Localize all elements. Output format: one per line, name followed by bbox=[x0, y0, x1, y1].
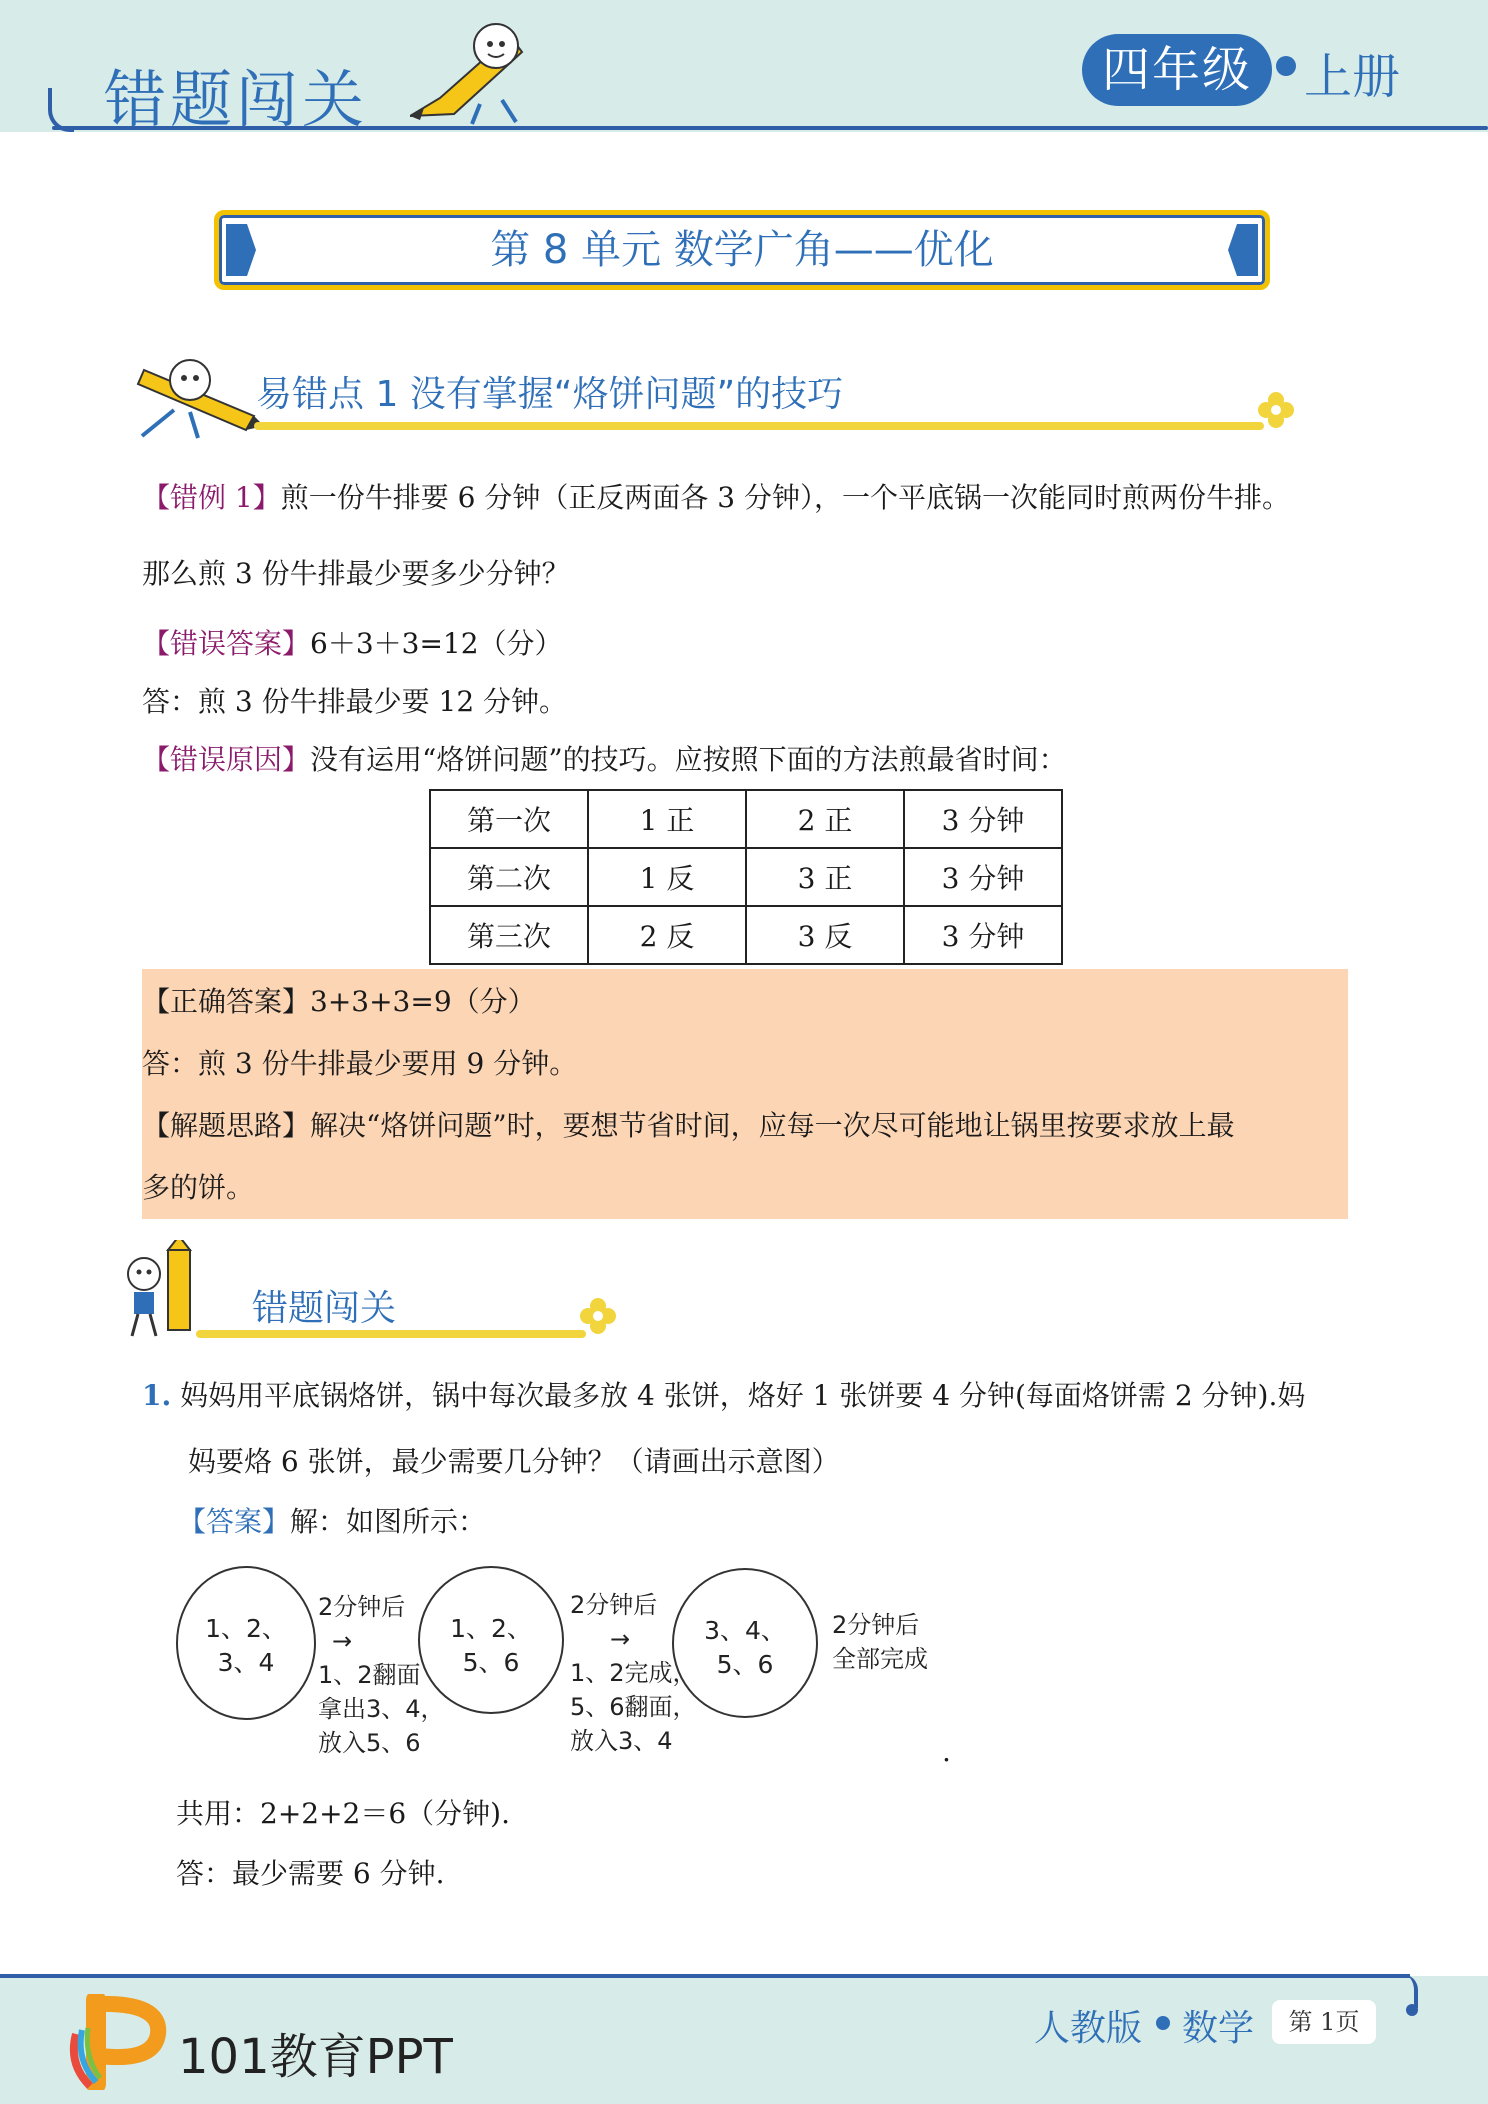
step-2-line: 放入3、4 bbox=[570, 1727, 673, 1755]
table-cell: 3 反 bbox=[746, 906, 904, 964]
step-3-line: 全部完成 bbox=[832, 1645, 928, 1673]
pencil-mascot-icon bbox=[134, 350, 264, 440]
pan-circle-2 bbox=[418, 1566, 564, 1714]
wrong-reason-tag: 【错误原因】 bbox=[142, 743, 311, 776]
footer-brand: 101教育PPT bbox=[178, 2029, 453, 2085]
flower-icon bbox=[1256, 390, 1296, 430]
table-cell: 第二次 bbox=[430, 848, 588, 906]
step-2-line: 2分钟后 bbox=[570, 1591, 658, 1619]
circle-1-line-1: 1、2、 bbox=[205, 1614, 287, 1643]
table-cell: 3 分钟 bbox=[904, 790, 1062, 848]
problem-1-line-2: 妈要烙 6 张饼，最少需要几分钟？（请画出示意图） bbox=[188, 1445, 840, 1478]
step-1-line: 拿出3、4， bbox=[318, 1695, 445, 1723]
solution-idea-line-1: 【解题思路】解决“烙饼问题”时，要想节省时间，应每一次尽可能地让锅里按要求放上最 bbox=[142, 1109, 1235, 1142]
step-arrow: → bbox=[332, 1627, 353, 1655]
circle-2-line-1: 1、2、 bbox=[450, 1614, 532, 1643]
table-cell: 1 正 bbox=[588, 790, 746, 848]
footer-dot-decoration bbox=[1406, 2004, 1418, 2016]
wrong-reason-line bbox=[142, 740, 1067, 780]
table-row bbox=[430, 848, 1062, 906]
pan-circle-1 bbox=[176, 1566, 316, 1720]
table-cell: 3 分钟 bbox=[904, 906, 1062, 964]
wrong-answer-value: 6＋3＋3=12（分） bbox=[310, 627, 563, 660]
section-title-practice: 错题闯关 bbox=[252, 1288, 397, 1329]
table-cell: 第三次 bbox=[430, 906, 588, 964]
wrong-answer-tag: 【错误答案】 bbox=[142, 627, 311, 660]
circle-2-line-2: 5、6 bbox=[462, 1648, 520, 1677]
section-title-error-point: 易错点 1 没有掌握“烙饼问题”的技巧 bbox=[256, 374, 844, 415]
table-cell: 3 正 bbox=[746, 848, 904, 906]
diagram-trailing-dot: . bbox=[942, 1735, 951, 1768]
header-title: 错题闯关 bbox=[104, 63, 369, 136]
section-underline bbox=[196, 1330, 586, 1338]
step-arrow: → bbox=[610, 1625, 631, 1653]
table-cell: 2 反 bbox=[588, 906, 746, 964]
wrong-answer-line bbox=[142, 624, 563, 664]
table-cell: 3 分钟 bbox=[904, 848, 1062, 906]
wrong-reason-text: 没有运用“烙饼问题”的技巧。应按照下面的方法煎最省时间： bbox=[310, 743, 1067, 776]
cooking-steps-table bbox=[429, 789, 1063, 965]
example-tag: 【错例 1】 bbox=[142, 481, 281, 514]
final-answer-line: 答：最少需要 6 分钟. bbox=[176, 1857, 445, 1890]
pencil-mascot-icon bbox=[410, 16, 540, 126]
example-text-1: 煎一份牛排要 6 分钟（正反两面各 3 分钟），一个平底锅一次能同时煎两份牛排。 bbox=[280, 481, 1290, 514]
step-2-line: 1、2完成， bbox=[570, 1659, 697, 1687]
footer-divider bbox=[0, 1974, 1410, 1978]
circle-1-line-2: 3、4 bbox=[217, 1648, 275, 1677]
solution-idea-line-2: 多的饼。 bbox=[142, 1171, 255, 1204]
example-line-1 bbox=[142, 478, 1290, 518]
wrong-answer-reply: 答：煎 3 份牛排最少要 12 分钟。 bbox=[142, 685, 568, 718]
table-cell: 1 反 bbox=[588, 848, 746, 906]
step-1-line: 2分钟后 bbox=[318, 1593, 406, 1621]
pan-circle-3 bbox=[672, 1568, 818, 1718]
circle-3-line-2: 5、6 bbox=[716, 1650, 774, 1679]
section-underline bbox=[254, 422, 1264, 430]
answer-tag: 【答案】 bbox=[178, 1505, 291, 1538]
unit-title: 第 8 单元 数学广角——优化 bbox=[490, 227, 994, 273]
footer-subject: 数学 bbox=[1182, 2008, 1255, 2049]
step-1-line: 放入5、6 bbox=[318, 1729, 421, 1757]
step-3-text bbox=[832, 1608, 928, 1676]
circle-3-line-1: 3、4、 bbox=[704, 1616, 786, 1645]
problem-1-answer bbox=[178, 1502, 486, 1542]
problem-1-text-1: 妈妈用平底锅烙饼，锅中每次最多放 4 张饼，烙好 1 张饼要 4 分钟(每面烙饼需 2 分钟).妈 bbox=[180, 1379, 1306, 1412]
flower-icon bbox=[578, 1296, 618, 1336]
table-row bbox=[430, 790, 1062, 848]
example-line-2: 那么煎 3 份牛排最少要多少分钟？ bbox=[142, 557, 570, 590]
grade-dot-decoration bbox=[1276, 56, 1296, 76]
correct-answer-reply: 答：煎 3 份牛排最少要用 9 分钟。 bbox=[142, 1047, 578, 1080]
step-3-line: 2分钟后 bbox=[832, 1611, 920, 1639]
table-row bbox=[430, 906, 1062, 964]
step-1-line: 1、2翻面 bbox=[318, 1661, 421, 1689]
answer-text: 解：如图所示： bbox=[290, 1505, 487, 1538]
problem-number: 1. bbox=[142, 1379, 172, 1412]
table-cell: 2 正 bbox=[746, 790, 904, 848]
brand-logo-icon bbox=[66, 1994, 170, 2090]
boy-pencil-icon bbox=[118, 1240, 198, 1340]
footer-edition: 人教版 bbox=[1034, 2008, 1143, 2049]
problem-1-line-1 bbox=[142, 1376, 1305, 1416]
grade-volume: 上册 bbox=[1304, 49, 1401, 105]
grade-badge: 四年级 bbox=[1082, 34, 1272, 106]
correct-answer-line: 【正确答案】3+3+3=9（分） bbox=[142, 985, 536, 1018]
step-2-line: 5、6翻面， bbox=[570, 1693, 697, 1721]
footer-separator-dot bbox=[1156, 2016, 1170, 2030]
total-time-line: 共用：2+2+2＝6（分钟). bbox=[176, 1797, 511, 1830]
table-cell: 第一次 bbox=[430, 790, 588, 848]
page-number: 第 1页 bbox=[1272, 2000, 1376, 2044]
